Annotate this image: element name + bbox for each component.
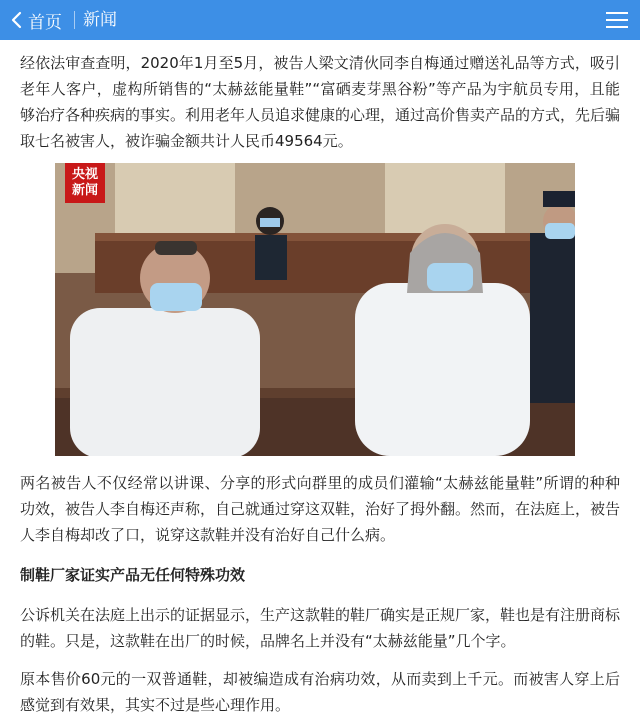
article-paragraph-4: 原本售价60元的一双普通鞋，却被编造成有治病功效，从而卖到上千元。而被害人穿上后感觉到有效果，其实不过是些心理作用。 [20,670,620,714]
back-home-button[interactable] [10,0,62,40]
cctv-logo-line-2: 新闻 [71,183,98,198]
cctv-news-logo [65,163,105,203]
cctv-logo-line-1: 央视 [71,167,98,182]
article-paragraph-1: 经依法审查查明，2020年1月至5月，被告人梁文清伙同李自梅通过赠送礼品等方式，吸引老年人客户，虚构所销售的“太赫兹能量鞋”“富硒麦芽黑谷粉”等产品为宇航员专用，且能够治疗各种疾病的事实。利用老年人员追求健康的心理，通过高价售卖产品的方式，先后骗取七名被害人，被诈骗金额共计人民币49564元。 [20,54,621,150]
article-paragraph-3: 公诉机关在法庭上出示的证据显示，生产这款鞋的鞋厂确实是正规厂家，鞋也是有注册商标的鞋。只是，这款鞋在出厂的时候，品牌名上并没有“太赫兹能量”几个字。 [20,606,621,650]
top-navigation-bar [0,0,640,40]
article-paragraph-2: 两名被告人不仅经常以讲课、分享的形式向群里的成员们灌输“太赫兹能量鞋”所谓的种种功效，被告人李自梅还声称，自己就通过穿这双鞋，治好了拇外翻。然而，在法庭上，被告人李自梅却改了口，说穿这款鞋并没有治好自己什么病。 [20,474,621,544]
header-divider [74,11,75,29]
back-home-label: 首页 [28,12,62,33]
section-title: 新闻 [83,10,117,30]
menu-icon[interactable] [606,9,628,31]
chevron-left-icon [10,11,22,29]
court-photo [55,163,575,456]
article-subheading: 制鞋厂家证实产品无任何特殊功效 [20,566,246,584]
court-scene-image [55,163,575,456]
